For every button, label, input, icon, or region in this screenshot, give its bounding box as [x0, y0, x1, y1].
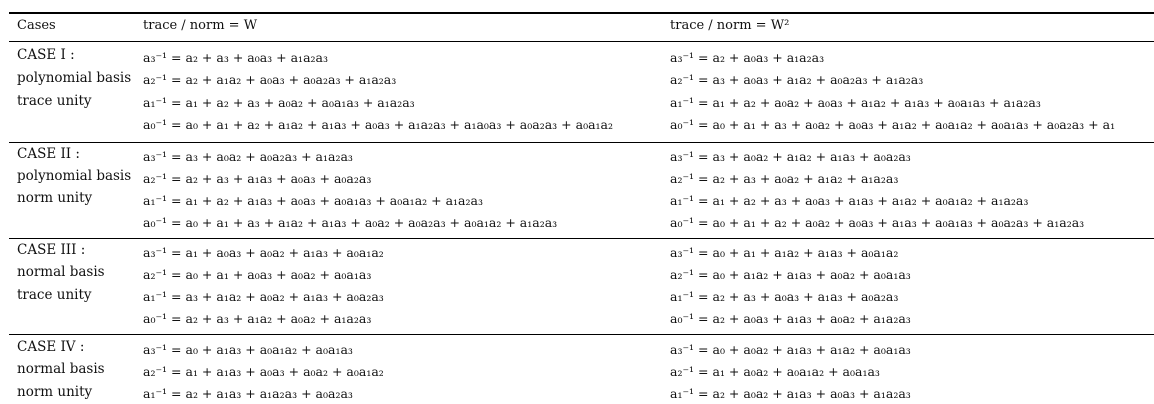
equation-w-a2: a₂⁻¹ = a₂ + a₃ + a₁a₃ + a₀a₃ + a₀a₂a₃ — [143, 171, 372, 186]
equation-w-a0: a₀⁻¹ = a₂ + a₃ + a₁a₂ + a₀a₂ + a₁a₂a₃ — [143, 311, 372, 326]
equation-w-a0: a₀⁻¹ = a₀ + a₁ + a₂ + a₁a₂ + a₁a₃ + a₀a₃ + a₁a₂a₃ + a₁a₀a₃ + a₀a₂a₃ + a₀a₁a₂ — [143, 117, 614, 132]
case-title: CASE II : — [17, 146, 80, 162]
equation-w2-a2: a₂⁻¹ = a₂ + a₃ + a₀a₂ + a₁a₂ + a₁a₂a₃ — [670, 171, 899, 186]
header-trace-norm-w: trace / norm = W — [143, 18, 258, 33]
equation-w-a1: a₁⁻¹ = a₂ + a₁a₃ + a₁a₂a₃ + a₀a₂a₃ — [143, 386, 353, 401]
equation-w2-a2: a₂⁻¹ = a₀ + a₁a₂ + a₁a₃ + a₀a₂ + a₀a₁a₃ — [670, 267, 911, 282]
equation-w2-a1: a₁⁻¹ = a₂ + a₀a₂ + a₁a₃ + a₀a₃ + a₁a₂a₃ — [670, 386, 911, 401]
case-unity: trace unity — [17, 287, 92, 303]
equation-w2-a2: a₂⁻¹ = a₃ + a₀a₃ + a₁a₂ + a₀a₂a₃ + a₁a₂a₃ — [670, 72, 924, 87]
equation-w2-a3: a₃⁻¹ = a₀ + a₀a₂ + a₁a₃ + a₁a₂ + a₀a₁a₃ — [670, 342, 911, 357]
w2-column — [670, 342, 1154, 404]
equation-w2-a3: a₃⁻¹ = a₀ + a₁ + a₁a₂ + a₁a₃ + a₀a₁a₂ — [670, 245, 899, 260]
equation-w2-a0: a₀⁻¹ = a₀ + a₁ + a₂ + a₀a₂ + a₀a₃ + a₁a₃ + a₀a₁a₃ + a₀a₂a₃ + a₁a₂a₃ — [670, 215, 1085, 230]
w2-column — [670, 149, 1154, 239]
header-trace-norm-w2: trace / norm = W² — [670, 18, 790, 33]
equation-w-a3: a₃⁻¹ = a₁ + a₀a₃ + a₀a₂ + a₁a₃ + a₀a₁a₂ — [143, 245, 384, 260]
equation-w2-a1: a₁⁻¹ = a₁ + a₂ + a₃ + a₀a₃ + a₁a₃ + a₁a₂ + a₀a₁a₂ + a₁a₂a₃ — [670, 193, 1029, 208]
case-title: CASE I : — [17, 47, 75, 63]
header-cases: Cases — [17, 18, 56, 33]
top-rule — [9, 12, 1154, 14]
equation-w-a2: a₂⁻¹ = a₁ + a₁a₃ + a₀a₃ + a₀a₂ + a₀a₁a₂ — [143, 364, 384, 379]
equation-w2-a3: a₃⁻¹ = a₃ + a₀a₂ + a₁a₂ + a₁a₃ + a₀a₂a₃ — [670, 149, 911, 164]
equation-w-a0: a₀⁻¹ = a₀ + a₁ + a₃ + a₁a₂ + a₁a₃ + a₀a₂ + a₀a₂a₃ + a₀a₁a₂ + a₁a₂a₃ — [143, 215, 558, 230]
case-title: CASE III : — [17, 242, 86, 258]
case-title: CASE IV : — [17, 339, 85, 355]
equation-w2-a0: a₀⁻¹ = a₀ + a₁ + a₃ + a₀a₂ + a₀a₃ + a₁a₂ + a₀a₁a₂ + a₀a₁a₃ + a₀a₂a₃ + a₁ — [670, 117, 1116, 132]
equation-w-a3: a₃⁻¹ = a₀ + a₁a₃ + a₀a₁a₂ + a₀a₁a₃ — [143, 342, 353, 357]
case-basis: normal basis — [17, 361, 105, 377]
case-basis: normal basis — [17, 264, 105, 280]
case-basis: polynomial basis — [17, 70, 132, 86]
equation-w2-a3: a₃⁻¹ = a₂ + a₀a₃ + a₁a₂a₃ — [670, 50, 825, 65]
equation-w-a1: a₁⁻¹ = a₁ + a₂ + a₁a₃ + a₀a₃ + a₀a₁a₃ + a₀a₁a₂ + a₁a₂a₃ — [143, 193, 483, 208]
equation-w2-a1: a₁⁻¹ = a₂ + a₃ + a₀a₃ + a₁a₃ + a₀a₂a₃ — [670, 289, 899, 304]
case-unity: trace unity — [17, 93, 92, 109]
equation-w-a3: a₃⁻¹ = a₃ + a₀a₂ + a₀a₂a₃ + a₁a₂a₃ — [143, 149, 353, 164]
equation-w2-a1: a₁⁻¹ = a₁ + a₂ + a₀a₂ + a₀a₃ + a₁a₂ + a₁a₃ + a₀a₁a₃ + a₁a₂a₃ — [670, 95, 1041, 110]
equation-w-a2: a₂⁻¹ = a₂ + a₁a₂ + a₀a₃ + a₀a₂a₃ + a₁a₂a₃ — [143, 72, 397, 87]
case-unity: norm unity — [17, 384, 93, 400]
equation-w2-a2: a₂⁻¹ = a₁ + a₀a₂ + a₀a₁a₂ + a₀a₁a₃ — [670, 364, 880, 379]
case-unity: norm unity — [17, 190, 93, 206]
case-separator-1 — [9, 142, 1154, 143]
equation-w2-a0: a₀⁻¹ = a₂ + a₀a₃ + a₁a₃ + a₀a₂ + a₁a₂a₃ — [670, 311, 911, 326]
equation-w-a2: a₂⁻¹ = a₀ + a₁ + a₀a₃ + a₀a₂ + a₀a₁a₃ — [143, 267, 372, 282]
equation-w-a1: a₁⁻¹ = a₁ + a₂ + a₃ + a₀a₂ + a₀a₁a₃ + a₁a₂a₃ — [143, 95, 415, 110]
equation-w-a1: a₁⁻¹ = a₃ + a₁a₂ + a₀a₂ + a₁a₃ + a₀a₂a₃ — [143, 289, 384, 304]
case-basis: polynomial basis — [17, 168, 132, 184]
w2-column — [670, 245, 1154, 335]
w2-column — [670, 50, 1154, 140]
equation-w-a3: a₃⁻¹ = a₂ + a₃ + a₀a₃ + a₁a₂a₃ — [143, 50, 328, 65]
header-rule — [9, 41, 1154, 42]
